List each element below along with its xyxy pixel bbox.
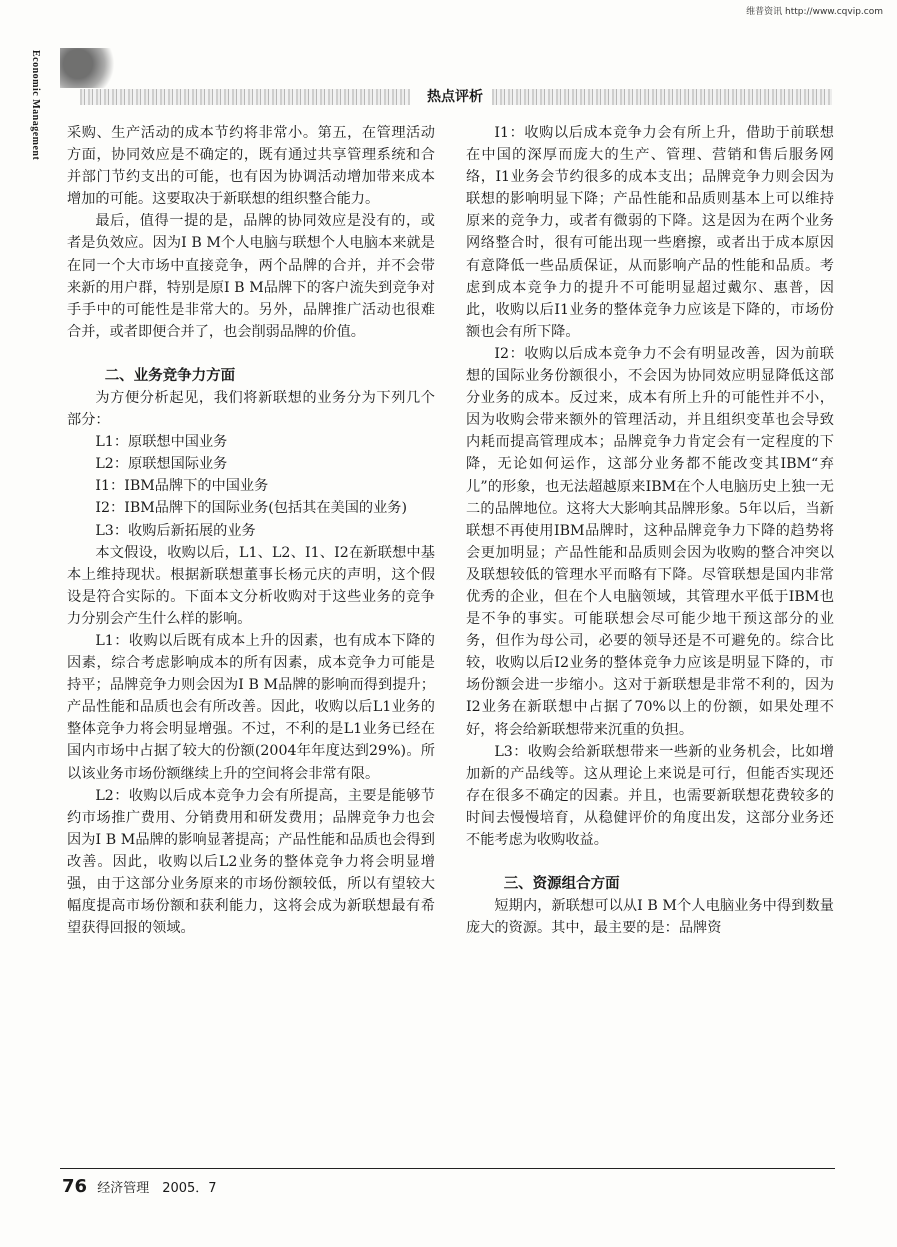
list-item: L2：原联想国际业务: [95, 456, 228, 473]
watermark-text: 维普资讯 http://www.cqvip.com: [746, 7, 883, 17]
paragraph: 最后，值得一提的是，品牌的协同效应是没有的，或者是负效应。因为I B M个人电脑与联想个人电脑本来就是在同一个大市场中直接竞争，两个品牌的合并，并不会带来新的用户群，特别是原I B M品牌下的客户流失到竞争对手手中的可能性是非常大的。另外，品牌推广活动也很难合并，或者即便合并了，也会削弱品牌的价值。: [67, 213, 435, 340]
section-heading: 二、业务竞争力方面: [104, 367, 236, 384]
section-heading: 三、资源组合方面: [503, 876, 620, 893]
header-decoration-left: [80, 89, 410, 105]
footer-divider: [60, 1168, 835, 1169]
paragraph: 本文假设，收购以后，L1、L2、I1、I2在新联想中基本上维持现状。根据新联想董事长杨元庆的声明，这个假设是符合实际的。下面本文分析收购对于这些业务的竞争力分别会产生什么样的影响。: [67, 544, 435, 627]
list-item: L3：收购后新拓展的业务: [95, 522, 256, 539]
paragraph: L2：收购以后成本竞争力会有所提高，主要是能够节约市场推广费用、分销费用和研发费用；品牌竞争力也会因为I B M品牌的影响显著提高；产品性能和品质也会得到改善。因此，收购以后L2业务的整体竞争力将会明显增强，由于这部分业务原来的市场份额较低，所以有望较大幅度提高市场份额和获利能力，这将会成为新联想最有希望获得回报的领域。: [67, 787, 435, 937]
paragraph: 短期内，新联想可以从I B M个人电脑业务中得到数量庞大的资源。其中，最主要的是：品牌资: [466, 898, 834, 937]
list-item: I1：IBM品牌下的中国业务: [95, 478, 269, 495]
section-title: 热点评析: [420, 86, 490, 108]
section-header: [60, 86, 840, 108]
list-item: I2：IBM品牌下的国际业务(包括其在美国的业务): [95, 500, 408, 517]
list-item: L1：原联想中国业务: [95, 434, 228, 451]
paragraph: 为方便分析起见，我们将新联想的业务分为下列几个部分：: [67, 389, 435, 429]
journal-issue: 经济管理 2005．7: [97, 1181, 217, 1196]
paragraph: I1：收购以后成本竞争力会有所上升，借助于前联想在中国的深厚而庞大的生产、管理、营销和售后服务网络，I1业务会节约很多的成本支出；品牌竞争力则会因为联想的影响明显下降；产品性能和品质则基本上可以维持原来的竞争力，或者有微弱的下降。这是因为在两个业务网络整合时，很有可能出现一些磨擦，或者出于成本原因有意降低一些品质保证，从而影响产品的性能和品质。考虑到成本竞争力的提升不可能明显超过戴尔、惠普，因此，收购以后I1业务的整体竞争力应该是下降的，市场份额也会有所下降。: [466, 125, 834, 340]
journal-logo: [60, 48, 120, 88]
page-footer: [62, 1176, 217, 1197]
right-column: [466, 122, 834, 939]
paragraph: L1：收购以后既有成本上升的因素，也有成本下降的因素，综合考虑影响成本的所有因素，成本竞争力可能是持平；品牌竞争力则会因为I B M品牌的影响而得到提升；产品性能和品质也会有所改善。因此，收购以后L1业务的整体竞争力将会明显增强。不过，不利的是L1业务已经在国内市场中占据了较大的份额(2004年年度达到29%)。所以该业务市场份额继续上升的空间将会非常有限。: [67, 632, 435, 782]
side-journal-label: Economic Management: [30, 50, 41, 161]
paragraph: 采购、生产活动的成本节约将非常小。第五，在管理活动方面，协同效应是不确定的，既有通过共享管理系统和合并部门节约支出的可能，也有因为协调活动增加带来成本增加的可能。这要取决于新联想的组织整合能力。: [67, 125, 435, 208]
paragraph: I2：收购以后成本竞争力不会有明显改善，因为前联想的国际业务份额很小，不会因为协同效应明显降低这部分业务的成本。反过来，成本有所上升的可能性并不小，因为收购会带来额外的管理活动，并且组织变革也会导致内耗而提高管理成本；品牌竞争力肯定会有一定程度的下降，无论如何运作，这部分业务都不能改变其IBM“弃儿”的形象，也无法超越原来IBM在个人电脑历史上独一无二的品牌地位。这将大大影响其品牌形象。5年以后，当新联想不再使用IBM品牌时，这种品牌竞争力下降的趋势将会更加明显；产品性能和品质则会因为收购的整合冲突以及联想较低的管理水平而略有下降。尽管联想是国内非常优秀的企业，但在个人电脑领域，其管理水平低于IBM也是不争的事实。可能联想会尽可能少地干预这部分的业务，但作为母公司，必要的领导还是不可避免的。综合比较，收购以后I2业务的整体竞争力应该是明显下降的，市场份额会进一步缩小。这对于新联想是非常不利的，因为I2业务在新联想中占据了70%以上的份额，如果处理不好，将会给新联想带来沉重的负担。: [466, 345, 834, 738]
left-column: [67, 122, 435, 939]
header-decoration-right: [492, 89, 832, 105]
paragraph: L3：收购会给新联想带来一些新的业务机会，比如增加新的产品线等。这从理论上来说是可行，但能否实现还存在很多不确定的因素。并且，也需要新联想花费较多的时间去慢慢培育，从稳健评价的角度出发，这部分业务还不能考虑为收购收益。: [466, 743, 834, 848]
page-number: 76: [62, 1176, 88, 1197]
